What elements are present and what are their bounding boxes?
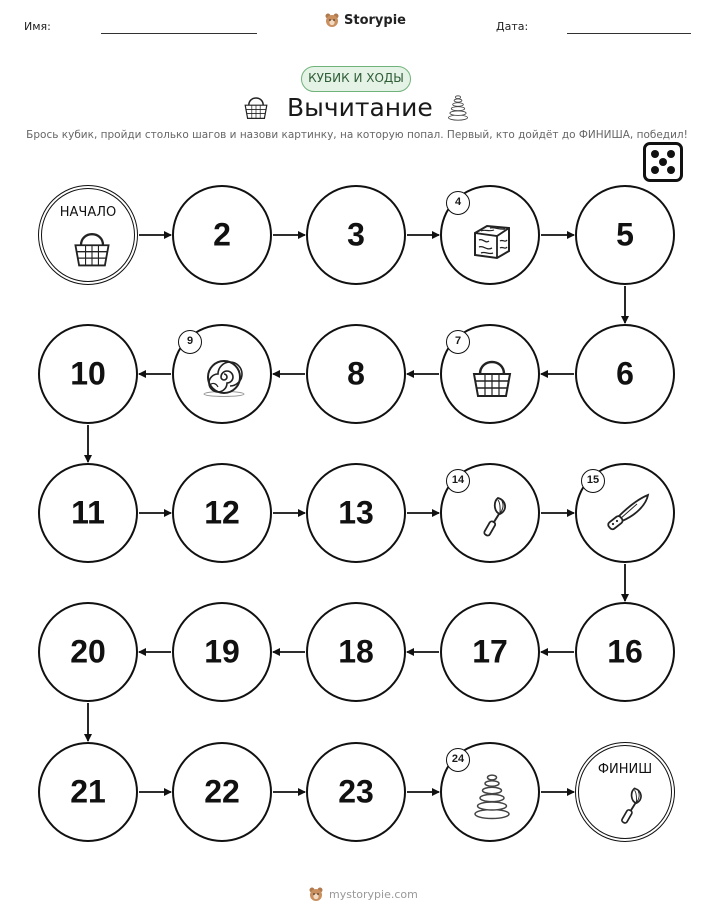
cell-number: 16 xyxy=(607,633,643,670)
basket-icon xyxy=(69,225,115,271)
board-cell xyxy=(440,602,540,702)
page-title: Вычитание xyxy=(287,93,433,122)
cell-number: 10 xyxy=(70,355,106,392)
cell-number: 23 xyxy=(338,773,374,810)
cell-number: 2 xyxy=(213,216,231,253)
name-label: Имя: xyxy=(24,20,51,33)
date-label: Дата: xyxy=(496,20,529,33)
cell-number: 13 xyxy=(338,494,374,531)
footer xyxy=(308,886,418,902)
board-cell xyxy=(172,742,272,842)
cell-number: 3 xyxy=(347,216,365,253)
board-cell xyxy=(306,324,406,424)
cell-number: 17 xyxy=(472,633,508,670)
cell-number-badge: 15 xyxy=(581,469,605,493)
snail-shell-icon xyxy=(199,352,249,402)
cell-number-badge: 7 xyxy=(446,330,470,354)
instructions: Брось кубик, пройди столько шагов и назови картинку, на которую попал. Первый, кто дойдёт до ФИНИША, победил! xyxy=(26,129,688,141)
cell-number: 18 xyxy=(338,633,374,670)
basket-icon xyxy=(467,352,517,402)
brand-name: Storypie xyxy=(344,12,406,28)
cell-number: 20 xyxy=(70,633,106,670)
cell-number: 21 xyxy=(70,773,106,810)
cell-number-badge: 14 xyxy=(446,469,470,493)
cell-number-badge: 9 xyxy=(178,330,202,354)
finish-cell xyxy=(575,742,675,842)
board-cell xyxy=(38,324,138,424)
board-cell xyxy=(306,185,406,285)
cell-number: 6 xyxy=(616,355,634,392)
cell-number-badge: 24 xyxy=(446,748,470,772)
board-cell xyxy=(172,602,272,702)
board-cell xyxy=(306,742,406,842)
board-cell xyxy=(575,185,675,285)
board-cell xyxy=(575,602,675,702)
whisk-icon xyxy=(467,491,517,541)
cell-number: 11 xyxy=(71,494,105,531)
stacked-stones-icon xyxy=(467,770,517,820)
board-cell-picture xyxy=(440,324,540,424)
board-cell xyxy=(306,602,406,702)
board-cell-picture xyxy=(440,742,540,842)
whisk-icon xyxy=(606,782,652,828)
cell-number: 8 xyxy=(347,355,365,392)
start-cell xyxy=(38,185,138,285)
footer-site: mystorypie.com xyxy=(329,887,418,901)
knife-icon xyxy=(602,491,652,541)
cell-number: 19 xyxy=(204,633,240,670)
board-cell xyxy=(172,463,272,563)
finish-label: ФИНИШ xyxy=(597,762,653,777)
board-cell xyxy=(38,602,138,702)
cell-number: 22 xyxy=(204,773,240,810)
cell-number-badge: 4 xyxy=(446,191,470,215)
board-cell xyxy=(575,324,675,424)
cell-number: 12 xyxy=(204,494,240,531)
cake-icon xyxy=(467,213,517,263)
category-badge: КУБИК И ХОДЫ xyxy=(301,66,411,92)
board-cell-picture xyxy=(575,463,675,563)
start-label: НАЧАЛО xyxy=(59,205,117,220)
bear-logo-icon xyxy=(308,886,324,902)
board-cell-picture xyxy=(172,324,272,424)
cell-number: 5 xyxy=(616,216,634,253)
board-cell-picture xyxy=(440,463,540,563)
board-cell xyxy=(306,463,406,563)
board-cell xyxy=(172,185,272,285)
board-cell-picture xyxy=(440,185,540,285)
board-cell xyxy=(38,463,138,563)
board-cell xyxy=(38,742,138,842)
